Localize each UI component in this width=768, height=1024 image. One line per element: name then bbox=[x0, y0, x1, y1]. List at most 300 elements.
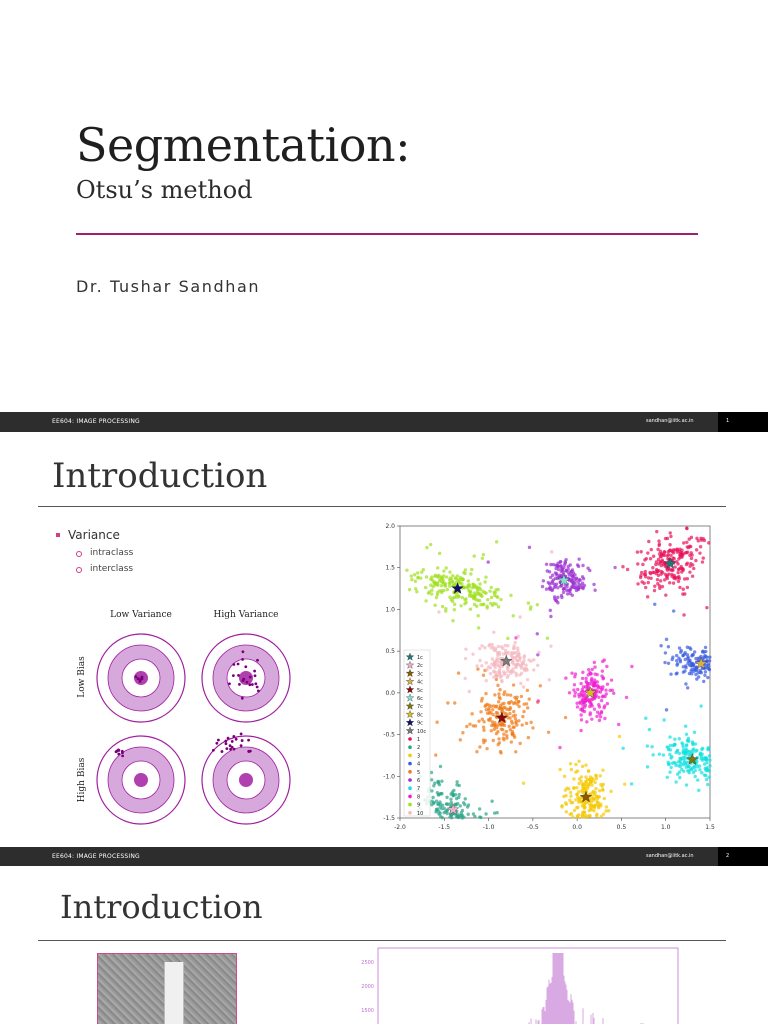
data-point bbox=[524, 664, 527, 667]
data-point bbox=[688, 663, 691, 666]
target-4 bbox=[202, 733, 290, 824]
data-point bbox=[429, 543, 432, 546]
data-point bbox=[588, 814, 591, 817]
data-point bbox=[646, 595, 649, 598]
data-point bbox=[459, 738, 462, 741]
data-point bbox=[574, 798, 577, 801]
data-point bbox=[579, 713, 582, 716]
data-point bbox=[599, 774, 602, 777]
data-point bbox=[502, 737, 505, 740]
data-point bbox=[686, 577, 689, 580]
data-point bbox=[559, 560, 562, 563]
data-point bbox=[481, 697, 484, 700]
data-point bbox=[576, 769, 579, 772]
data-point bbox=[520, 695, 523, 698]
histogram-y-tick: 2500 bbox=[361, 960, 374, 966]
data-point bbox=[532, 658, 535, 661]
data-point bbox=[657, 539, 660, 542]
data-point bbox=[485, 606, 488, 609]
data-point bbox=[604, 688, 607, 691]
data-point bbox=[704, 646, 707, 649]
data-point bbox=[687, 546, 690, 549]
data-point bbox=[484, 679, 487, 682]
data-point bbox=[571, 815, 574, 818]
data-point bbox=[522, 710, 525, 713]
data-point bbox=[478, 599, 481, 602]
data-point bbox=[467, 585, 470, 588]
data-point bbox=[539, 684, 542, 687]
data-point bbox=[484, 692, 487, 695]
data-point bbox=[649, 557, 652, 560]
slide-title-heading: Segmentation: bbox=[76, 118, 411, 172]
data-point bbox=[692, 771, 695, 774]
data-point bbox=[522, 659, 525, 662]
legend-marker bbox=[408, 754, 412, 758]
data-point bbox=[600, 699, 603, 702]
data-point bbox=[577, 557, 580, 560]
data-point bbox=[512, 725, 515, 728]
data-point bbox=[442, 569, 445, 572]
data-point bbox=[669, 744, 672, 747]
data-point bbox=[690, 536, 693, 539]
data-point bbox=[593, 806, 596, 809]
data-point bbox=[507, 674, 510, 677]
data-point bbox=[653, 603, 656, 606]
shot-dot bbox=[247, 739, 250, 742]
data-point bbox=[680, 768, 683, 771]
y-tick-label: 2.0 bbox=[385, 523, 395, 530]
data-point bbox=[495, 811, 498, 814]
data-point bbox=[680, 551, 683, 554]
data-point bbox=[657, 562, 660, 565]
data-point bbox=[512, 670, 515, 673]
x-tick-label: 0.0 bbox=[572, 824, 582, 831]
target-1 bbox=[97, 634, 185, 722]
data-point bbox=[493, 693, 496, 696]
slide-subtitle: Otsu’s method bbox=[76, 176, 253, 204]
data-point bbox=[439, 815, 442, 818]
data-point bbox=[695, 760, 698, 763]
data-point bbox=[572, 582, 575, 585]
data-point bbox=[588, 569, 591, 572]
data-point bbox=[453, 603, 456, 606]
data-point bbox=[461, 809, 464, 812]
data-point bbox=[562, 591, 565, 594]
data-point bbox=[477, 614, 480, 617]
data-point bbox=[589, 711, 592, 714]
shot-dot bbox=[251, 683, 254, 686]
data-point bbox=[707, 667, 710, 670]
data-point bbox=[585, 687, 588, 690]
data-point bbox=[573, 683, 576, 686]
shot-dot bbox=[232, 663, 235, 666]
data-point bbox=[688, 660, 691, 663]
data-point bbox=[410, 574, 413, 577]
sub-bullet-interclass: interclass bbox=[56, 564, 133, 574]
data-point bbox=[452, 789, 455, 792]
data-point bbox=[593, 681, 596, 684]
data-point bbox=[476, 667, 479, 670]
data-point bbox=[684, 725, 687, 728]
data-point bbox=[480, 664, 483, 667]
data-point bbox=[416, 576, 419, 579]
footer-course: EE604: IMAGE PROCESSING bbox=[52, 418, 140, 425]
data-point bbox=[665, 708, 668, 711]
data-point bbox=[484, 592, 487, 595]
data-point bbox=[478, 659, 481, 662]
data-point bbox=[671, 569, 674, 572]
data-point bbox=[545, 563, 548, 566]
data-point bbox=[503, 672, 506, 675]
shot-dot bbox=[221, 750, 224, 753]
data-point bbox=[491, 657, 494, 660]
legend-label: 3 bbox=[417, 753, 421, 760]
data-point bbox=[478, 582, 481, 585]
data-point bbox=[531, 726, 534, 729]
data-point bbox=[479, 816, 482, 819]
data-point bbox=[522, 685, 525, 688]
data-point bbox=[482, 741, 485, 744]
shot-dot bbox=[244, 665, 247, 668]
data-point bbox=[708, 758, 711, 761]
legend-label: 5 bbox=[417, 769, 421, 776]
data-point bbox=[537, 699, 540, 702]
data-point bbox=[663, 661, 666, 664]
data-point bbox=[679, 651, 682, 654]
data-point bbox=[481, 557, 484, 560]
shot-dot bbox=[121, 754, 124, 757]
data-point bbox=[687, 740, 690, 743]
x-tick-label: -1.5 bbox=[438, 824, 451, 831]
data-point bbox=[688, 554, 691, 557]
shot-dot bbox=[237, 674, 240, 677]
data-point bbox=[492, 739, 495, 742]
shot-dot bbox=[227, 737, 230, 740]
data-point bbox=[668, 543, 671, 546]
data-point bbox=[470, 594, 473, 597]
legend-marker bbox=[408, 795, 412, 799]
data-point bbox=[564, 788, 567, 791]
data-point bbox=[664, 651, 667, 654]
shot-dot bbox=[139, 680, 142, 683]
data-point bbox=[705, 606, 708, 609]
data-point bbox=[496, 712, 499, 715]
data-point bbox=[529, 721, 532, 724]
slide-title bbox=[0, 0, 768, 412]
data-point bbox=[453, 701, 456, 704]
data-point bbox=[440, 576, 443, 579]
data-point bbox=[516, 663, 519, 666]
data-point bbox=[506, 651, 509, 654]
data-point bbox=[518, 658, 521, 661]
shot-dot bbox=[241, 658, 244, 661]
data-point bbox=[467, 579, 470, 582]
data-point bbox=[579, 700, 582, 703]
data-point bbox=[596, 710, 599, 713]
data-point bbox=[499, 598, 502, 601]
data-point bbox=[459, 604, 462, 607]
data-point bbox=[416, 571, 419, 574]
data-point bbox=[487, 560, 490, 563]
data-point bbox=[677, 580, 680, 583]
data-point bbox=[564, 801, 567, 804]
data-point bbox=[499, 751, 502, 754]
data-point bbox=[470, 568, 473, 571]
data-point bbox=[497, 743, 500, 746]
data-point bbox=[699, 704, 702, 707]
data-point bbox=[473, 594, 476, 597]
data-point bbox=[549, 563, 552, 566]
data-point bbox=[697, 789, 700, 792]
data-point bbox=[565, 810, 568, 813]
footer-page-number bbox=[718, 847, 768, 867]
data-point bbox=[483, 580, 486, 583]
data-point bbox=[698, 551, 701, 554]
data-point bbox=[491, 708, 494, 711]
data-point bbox=[686, 562, 689, 565]
page-number: 1 bbox=[726, 418, 730, 424]
data-point bbox=[457, 595, 460, 598]
data-point bbox=[683, 592, 686, 595]
shot-dot bbox=[117, 753, 120, 756]
data-point bbox=[679, 658, 682, 661]
heading-divider bbox=[38, 506, 726, 507]
legend-label: 10c bbox=[417, 728, 427, 735]
data-point bbox=[496, 684, 499, 687]
data-point bbox=[667, 553, 670, 556]
data-point bbox=[658, 587, 661, 590]
data-point bbox=[706, 747, 709, 750]
data-point bbox=[587, 769, 590, 772]
data-point bbox=[461, 596, 464, 599]
data-point bbox=[703, 762, 706, 765]
data-point bbox=[541, 585, 544, 588]
data-point bbox=[486, 703, 489, 706]
data-point bbox=[686, 657, 689, 660]
data-point bbox=[576, 585, 579, 588]
data-point bbox=[437, 780, 440, 783]
data-point bbox=[654, 563, 657, 566]
data-point bbox=[593, 589, 596, 592]
data-point bbox=[694, 775, 697, 778]
shot-dot bbox=[242, 650, 245, 653]
data-point bbox=[528, 697, 531, 700]
data-point bbox=[501, 723, 504, 726]
shot-dot bbox=[237, 663, 240, 666]
data-point bbox=[445, 566, 448, 569]
legend-label: 3c bbox=[417, 671, 423, 678]
data-point bbox=[425, 546, 428, 549]
data-point bbox=[525, 702, 528, 705]
histogram-chart bbox=[350, 946, 680, 1024]
data-point bbox=[437, 610, 440, 613]
shot-dot bbox=[217, 739, 220, 742]
data-point bbox=[669, 531, 672, 534]
data-point bbox=[512, 714, 515, 717]
data-point bbox=[684, 751, 687, 754]
data-point bbox=[671, 762, 674, 765]
data-point bbox=[479, 588, 482, 591]
data-point bbox=[513, 696, 516, 699]
data-point bbox=[655, 530, 658, 533]
data-point bbox=[517, 700, 520, 703]
data-point bbox=[586, 682, 589, 685]
shot-dot bbox=[241, 697, 244, 700]
data-point bbox=[446, 588, 449, 591]
data-point bbox=[670, 658, 673, 661]
data-point bbox=[506, 716, 509, 719]
data-point bbox=[564, 676, 567, 679]
data-point bbox=[678, 548, 681, 551]
data-point bbox=[499, 676, 502, 679]
data-point bbox=[578, 579, 581, 582]
data-point bbox=[673, 743, 676, 746]
data-point bbox=[509, 728, 512, 731]
data-point bbox=[572, 787, 575, 790]
shot-dot bbox=[229, 744, 232, 747]
data-point bbox=[424, 599, 427, 602]
data-point bbox=[671, 556, 674, 559]
data-point bbox=[583, 584, 586, 587]
data-point bbox=[556, 596, 559, 599]
data-point bbox=[689, 768, 692, 771]
data-point bbox=[593, 665, 596, 668]
shot-dot bbox=[235, 738, 238, 741]
data-point bbox=[689, 647, 692, 650]
data-point bbox=[603, 717, 606, 720]
data-point bbox=[498, 688, 501, 691]
data-point bbox=[626, 568, 629, 571]
shot-dot bbox=[240, 744, 243, 747]
data-point bbox=[569, 762, 572, 765]
legend-label: 6 bbox=[417, 778, 421, 784]
legend-marker bbox=[408, 811, 412, 815]
data-point bbox=[521, 715, 524, 718]
shot-dot bbox=[225, 742, 228, 745]
data-point bbox=[497, 700, 500, 703]
data-point bbox=[649, 572, 652, 575]
data-point bbox=[501, 647, 504, 650]
data-point bbox=[495, 704, 498, 707]
data-point bbox=[692, 567, 695, 570]
data-point bbox=[577, 790, 580, 793]
data-point bbox=[487, 665, 490, 668]
data-point bbox=[464, 647, 467, 650]
data-point bbox=[488, 589, 491, 592]
data-point bbox=[458, 784, 461, 787]
data-point bbox=[451, 580, 454, 583]
data-point bbox=[704, 756, 707, 759]
data-point bbox=[434, 810, 437, 813]
cluster-scatter-chart bbox=[370, 520, 720, 842]
data-point bbox=[678, 567, 681, 570]
data-point bbox=[435, 582, 438, 585]
data-point bbox=[440, 584, 443, 587]
data-point bbox=[692, 747, 695, 750]
data-point bbox=[551, 574, 554, 577]
data-point bbox=[603, 797, 606, 800]
legend-marker bbox=[408, 737, 412, 741]
data-point bbox=[685, 743, 688, 746]
data-point bbox=[695, 537, 698, 540]
data-point bbox=[682, 588, 685, 591]
data-point bbox=[505, 736, 508, 739]
data-point bbox=[588, 705, 591, 708]
data-point bbox=[667, 662, 670, 665]
data-point bbox=[674, 761, 677, 764]
data-point bbox=[675, 749, 678, 752]
legend-marker bbox=[408, 778, 412, 782]
data-point bbox=[496, 596, 499, 599]
data-point bbox=[703, 674, 706, 677]
data-point bbox=[700, 671, 703, 674]
data-point bbox=[436, 791, 439, 794]
data-point bbox=[691, 653, 694, 656]
data-point bbox=[430, 592, 433, 595]
data-point bbox=[507, 725, 510, 728]
data-point bbox=[672, 581, 675, 584]
data-point bbox=[470, 586, 473, 589]
data-point bbox=[641, 563, 644, 566]
data-point bbox=[502, 733, 505, 736]
data-point bbox=[536, 632, 539, 635]
data-point bbox=[513, 701, 516, 704]
data-point bbox=[659, 644, 662, 647]
data-point bbox=[668, 548, 671, 551]
data-point bbox=[701, 650, 704, 653]
data-point bbox=[630, 782, 633, 785]
data-point bbox=[667, 572, 670, 575]
data-point bbox=[704, 670, 707, 673]
data-point bbox=[548, 678, 551, 681]
legend-label: 7 bbox=[417, 786, 421, 793]
data-point bbox=[581, 765, 584, 768]
data-point bbox=[576, 688, 579, 691]
data-point bbox=[462, 801, 465, 804]
data-point bbox=[667, 645, 670, 648]
data-point bbox=[490, 705, 493, 708]
data-point bbox=[414, 580, 417, 583]
data-point bbox=[663, 578, 666, 581]
data-point bbox=[459, 804, 462, 807]
data-point bbox=[455, 797, 458, 800]
data-point bbox=[577, 760, 580, 763]
y-tick-label: -1.5 bbox=[383, 815, 395, 822]
data-point bbox=[552, 578, 555, 581]
data-point bbox=[510, 732, 513, 735]
title-divider bbox=[76, 233, 698, 235]
data-point bbox=[600, 710, 603, 713]
data-point bbox=[492, 675, 495, 678]
data-point bbox=[444, 607, 447, 610]
shot-dot bbox=[137, 677, 140, 680]
data-point bbox=[646, 551, 649, 554]
data-point bbox=[484, 575, 487, 578]
data-point bbox=[506, 644, 509, 647]
data-point bbox=[644, 717, 647, 720]
data-point bbox=[562, 587, 565, 590]
data-point bbox=[678, 770, 681, 773]
data-point bbox=[690, 557, 693, 560]
data-point bbox=[600, 674, 603, 677]
data-point bbox=[707, 775, 710, 778]
data-point bbox=[513, 641, 516, 644]
data-point bbox=[492, 669, 495, 672]
data-point bbox=[678, 776, 681, 779]
data-point bbox=[573, 809, 576, 812]
data-point bbox=[537, 651, 540, 654]
data-point bbox=[677, 764, 680, 767]
